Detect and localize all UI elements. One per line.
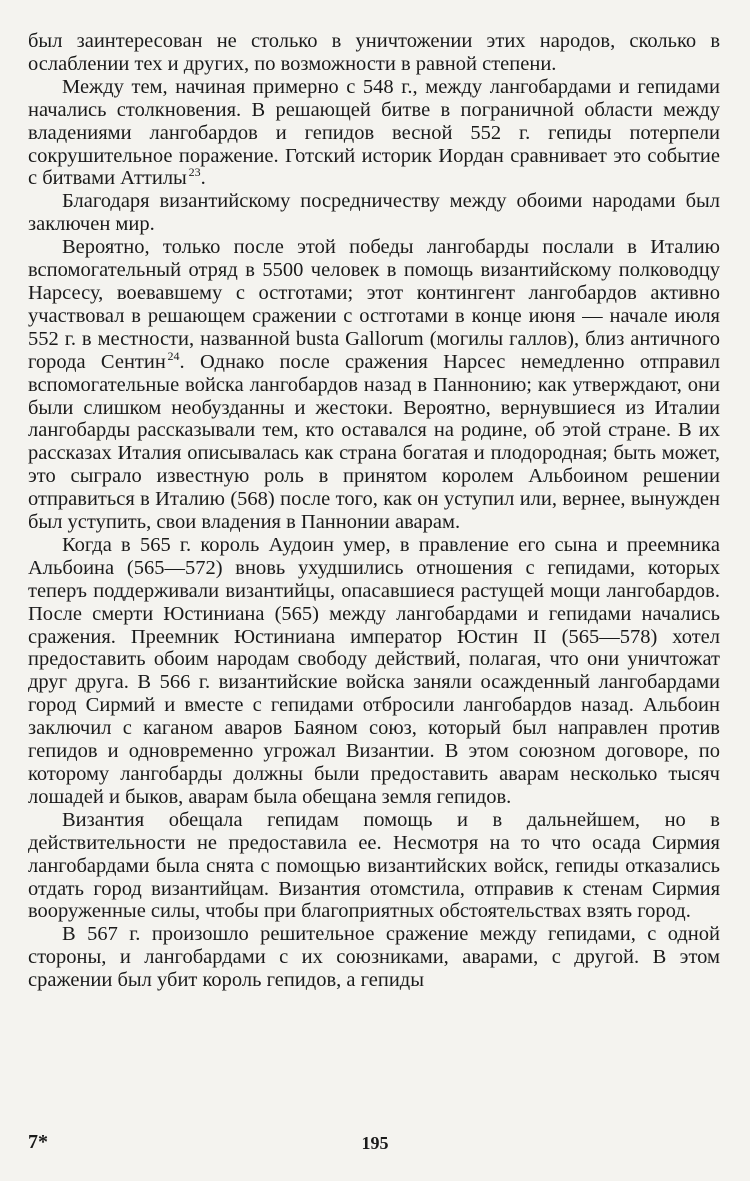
- paragraph: [28, 236, 720, 534]
- paragraph-text: Вероятно, только после этой победы лангобарды послали в Италию вспомогательный отряд в 5500 человек в помощь византийскому полководцу Нарсесу, воевавшему с остготами; этот контингент лангобардов активно участвовал в решающем сражении с остготами в конце июня — начале июля 552 г. в местности, названной busta Gallorum (могилы галлов), близ античного города Сентин: [28, 236, 720, 373]
- paragraph-tail: .: [200, 167, 206, 190]
- page-number: 195: [361, 1133, 389, 1153]
- paragraph-text: Между тем, начиная примерно с 548 г., между лангобардами и гепидами начались столкновения. В решающей битве в пограничной области между владениями лангобардов и гепидов весной 552 г. гепиды потерпели сокрушительное поражение. Готский историк Иордан сравнивает это событие с битвами Аттилы: [28, 75, 720, 190]
- page-body: [28, 30, 720, 992]
- paragraph-text: Когда в 565 г. король Аудоин умер, в правление его сына и преемника Альбоина (565—572) вновь ухудшились отношения с гепидами, которых теперъ поддерживали византийцы, опасавшиеся растущей мощи лангобардов. После смерти Юстиниана (565) между лангобардами и гепидами начались сражения. Преемник Юстиниана император Юстин II (565—578) хотел предоставить обоим народам свободу действий, полагая, что они уничтожат друг друга. В 566 г. византийские войска заняли осажденный лангобардами город Сирмий и вместе с гепидами отбросили лангобардов назад. Альбоин заключил с каганом аваров Баяном союз, который был направлен против гепидов и одновременно угрожал Византии. В этом союзном договоре, по которому лангобарды должны были предоставить аварам несколько тысяч лошадей и быков, аварам была обещана земля гепидов.: [28, 533, 720, 808]
- paragraph: [28, 534, 720, 809]
- paragraph-text: был заинтересован не столько в уничтожении этих народов, сколько в ослаблении тех и других, по возможности в равной степени.: [28, 30, 720, 75]
- paragraph: [28, 923, 720, 992]
- footnote-ref: 24: [167, 348, 180, 363]
- signature-mark: 7*: [28, 1131, 48, 1153]
- paragraph: [28, 190, 720, 236]
- footnote-ref: 23: [188, 165, 201, 180]
- paragraph-text: Византия обещала гепидам помощь и в дальнейшем, но в действительности не предоставила ее. Несмотря на то что осада Сирмия лангобардами была снята с помощью византийских войск, гепиды отказались отдать город византийцам. Византия отомстила, отправив к стенам Сирмия вооруженные силы, чтобы при благоприятных обстоятельствах взять город.: [28, 808, 720, 923]
- paragraph: [28, 76, 720, 191]
- paragraph: [28, 809, 720, 924]
- paragraph-text: В 567 г. произошло решительное сражение между гепидами, с одной стороны, и лангобардами с их союзниками, аварами, с другой. В этом сражении был убит король гепидов, а гепиды: [28, 923, 720, 992]
- paragraph-tail: . Однако после сражения Нарсес немедленно отправил вспомогательные войска лангобардов назад в Паннонию; как утверждают, они были слишком необузданны и жестоки. Вероятно, вернувшиеся из Италии лангобарды рассказывали тем, кто оставался на родине, об этой стране. В их рассказах Италия описывалась как страна богатая и плодородная; быть может, это сыграло известную роль в принятом королем Альбоином решении отправиться в Италию (568) после того, как он уступил или, вернее, вынужден был уступить, свои владения в Паннонии аварам.: [28, 350, 720, 534]
- paragraph-continued: [28, 30, 720, 76]
- paragraph-text: Благодаря византийскому посредничеству между обоими народами был заключен мир.: [28, 190, 720, 236]
